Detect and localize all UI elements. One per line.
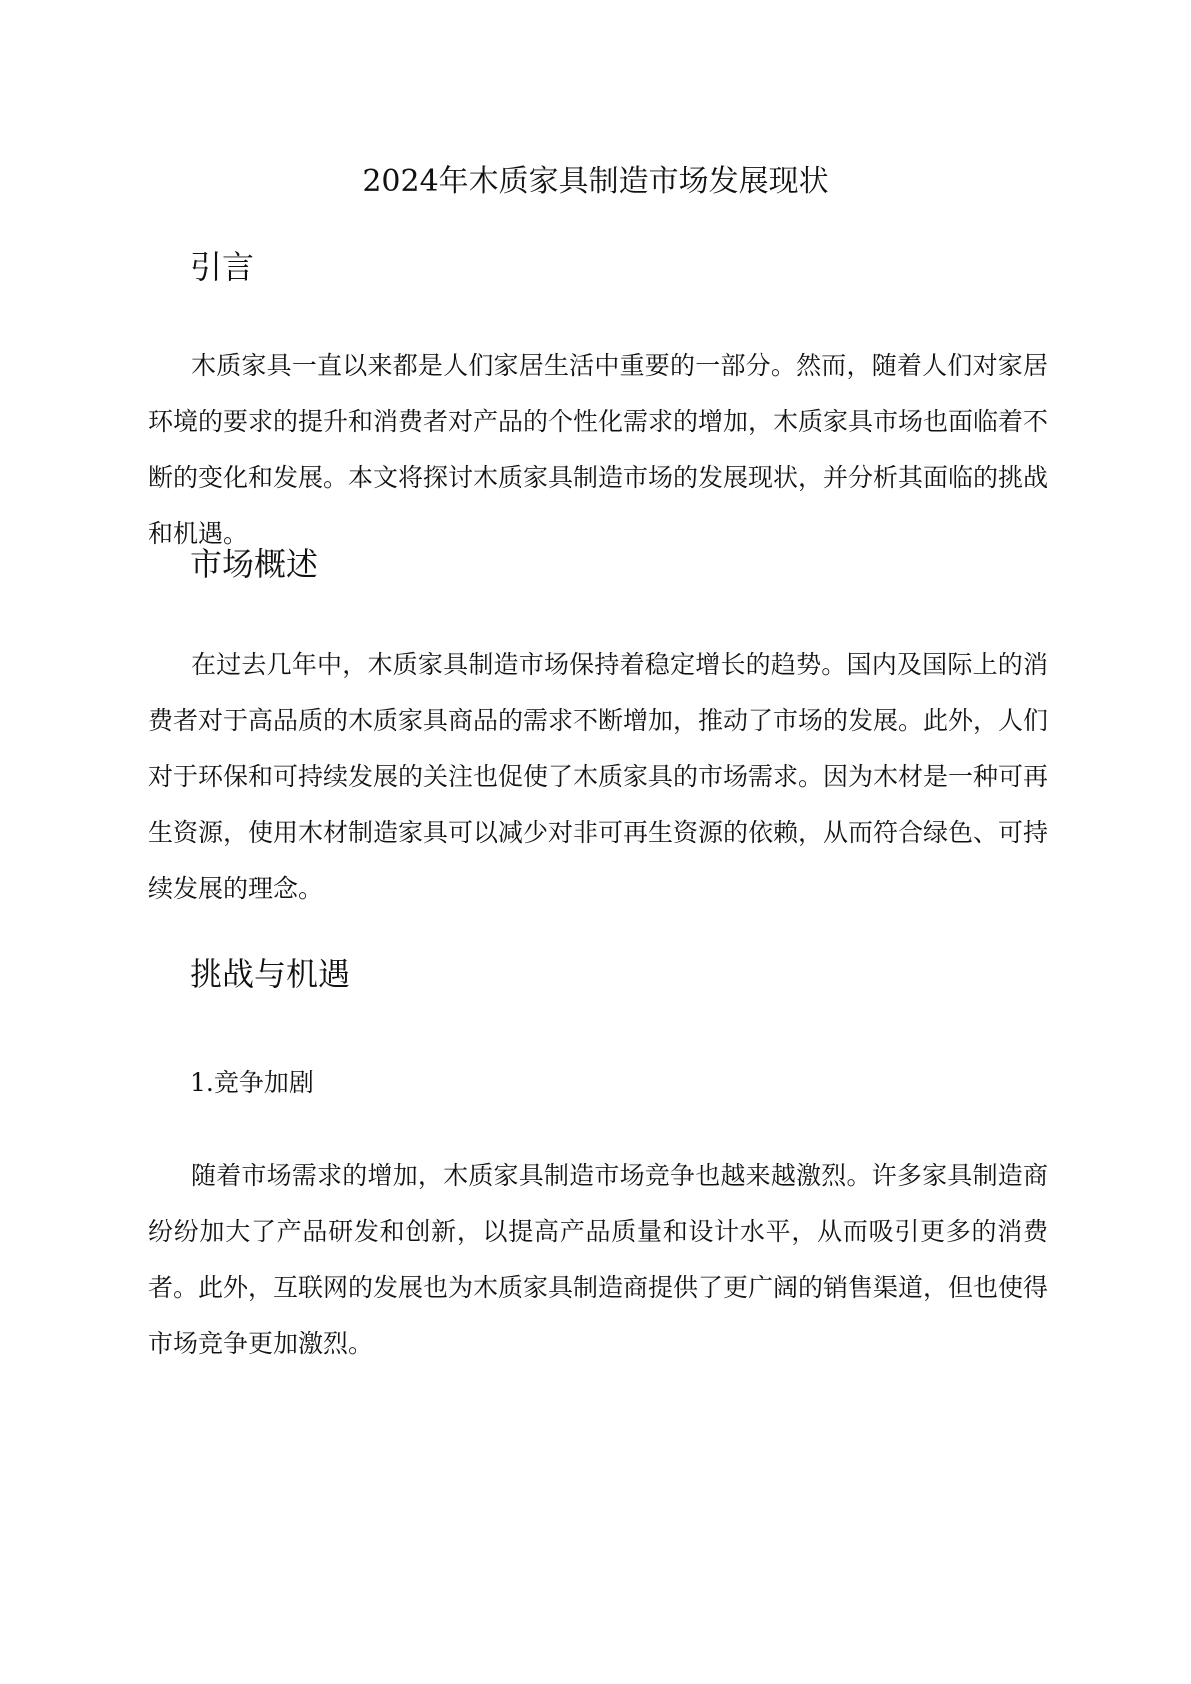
section-heading-introduction: 引言 xyxy=(190,248,255,286)
introduction-paragraph: 木质家具一直以来都是人们家居生活中重要的一部分。然而，随着人们对家居环境的要求的提升和消费者对产品的个性化需求的增加，木质家具市场也面临着不断的变化和发展。本文将探讨木质家具制造市场的发展现状，并分析其面临的挑战和机遇。 xyxy=(148,351,1049,548)
document-title: 2024年木质家具制造市场发展现状 xyxy=(362,164,829,199)
section-heading-market-overview: 市场概述 xyxy=(190,545,319,583)
subsection-heading-competition: 1.竞争加剧 xyxy=(190,1068,314,1097)
market-overview-paragraph: 在过去几年中，木质家具制造市场保持着稳定增长的趋势。国内及国际上的消费者对于高品质的木质家具商品的需求不断增加，推动了市场的发展。此外，人们对于环保和可持续发展的关注也促使了木质家具的市场需求。因为木材是一种可再生资源，使用木材制造家具可以减少对非可再生资源的依赖，从而符合绿色、可持续发展的理念。 xyxy=(148,650,1049,903)
section-heading-challenges-opportunities: 挑战与机遇 xyxy=(190,955,351,993)
competition-paragraph: 随着市场需求的增加，木质家具制造市场竞争也越来越激烈。许多家具制造商纷纷加大了产品研发和创新，以提高产品质量和设计水平，从而吸引更多的消费者。此外，互联网的发展也为木质家具制造商提供了更广阔的销售渠道，但也使得市场竞争更加激烈。 xyxy=(148,1161,1049,1358)
